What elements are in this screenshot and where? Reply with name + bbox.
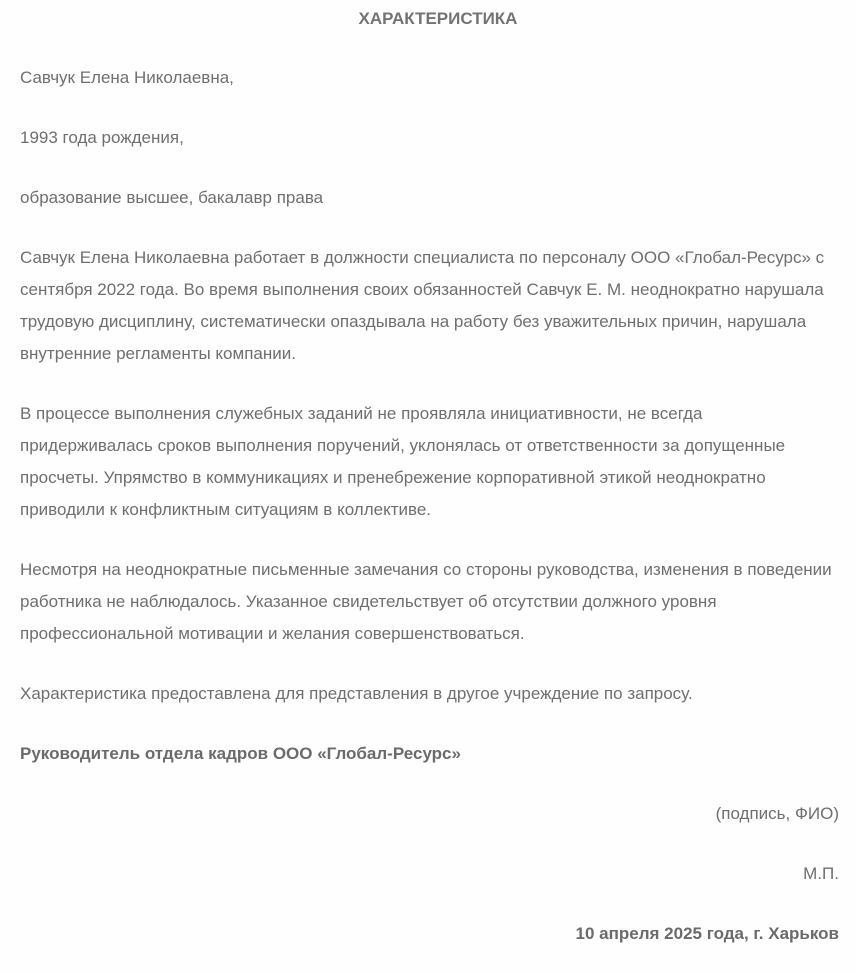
birth-year: 1993 года рождения,: [20, 128, 184, 147]
document-title: ХАРАКТЕРИСТИКА: [358, 9, 518, 28]
date-place: 10 апреля 2025 года, г. Харьков: [575, 924, 839, 943]
paragraph-remarks: Несмотря на неоднократные письменные замечания со стороны руководства, изменения в поведении работника не наблюдалось. Указанное свидетельствует об отсутствии должного уровня профессиональной мотивации и желания совершенствоваться.: [20, 560, 832, 643]
signature-placeholder: (подпись, ФИО): [715, 804, 839, 823]
education: образование высшее, бакалавр права: [20, 188, 324, 207]
employee-name: Савчук Елена Николаевна,: [20, 68, 234, 87]
paragraph-purpose: Характеристика предоставлена для представления в другое учреждение по запросу.: [20, 684, 693, 703]
paragraph-employment: Савчук Елена Николаевна работает в должности специалиста по персоналу ООО «Глобал-Ресурс» с сентября 2022 года. Во время выполнения своих обязанностей Савчук Е. М. неоднократно нарушала трудовую дисциплину, систематически опаздывала на работу без уважительных причин, нарушала внутренние регламенты компании.: [20, 248, 825, 363]
signatory: Руководитель отдела кадров ООО «Глобал-Ресурс»: [20, 744, 461, 763]
paragraph-performance: В процессе выполнения служебных заданий не проявляла инициативности, не всегда придерживалась сроков выполнения поручений, уклонялась от ответственности за допущенные просчеты. Упрямство в коммуникациях и пренебрежение корпоративной этикой неоднократно приводили к конфликтным ситуациям в коллективе.: [20, 404, 786, 519]
stamp-placeholder: М.П.: [803, 864, 839, 883]
